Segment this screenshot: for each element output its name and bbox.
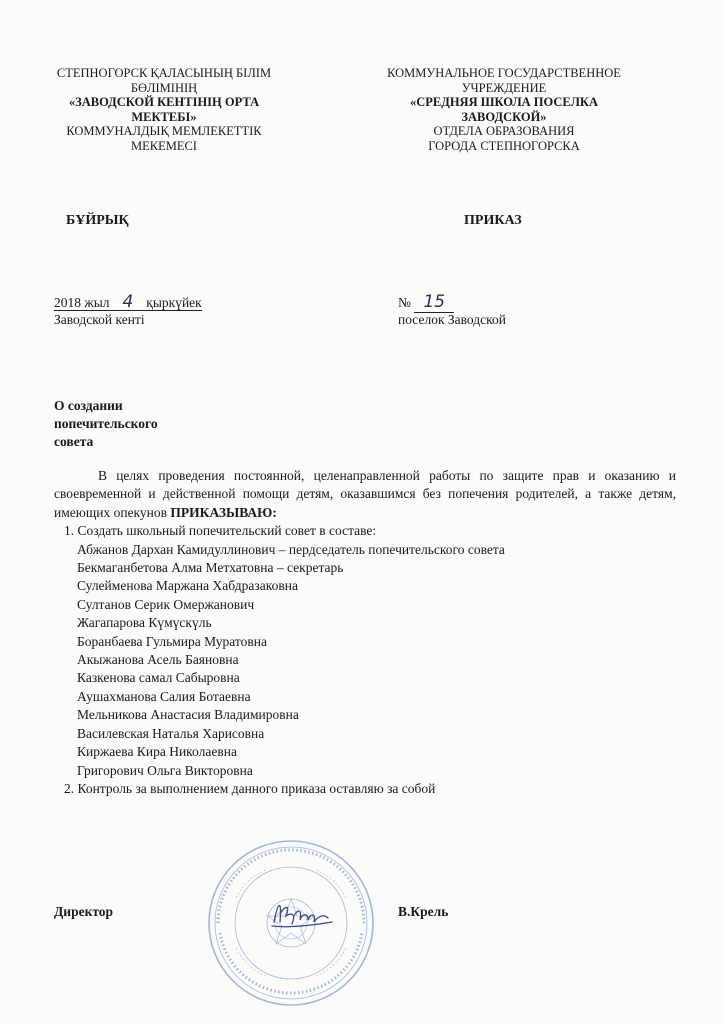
header-ru-school-name: «СРЕДНЯЯ ШКОЛА ПОСЕЛКА bbox=[409, 95, 598, 109]
header-kz-line: СТЕПНОГОРСК ҚАЛАСЫНЫҢ БІЛІМ bbox=[56, 66, 272, 80]
header-ru-school-name: ЗАВОДСКОЙ» bbox=[461, 109, 547, 124]
header-kz-line: БӨЛІМІНІҢ bbox=[130, 80, 198, 95]
list-item: Григорович Ольга Викторовна bbox=[77, 762, 253, 778]
intro-text: В целях проведения постоянной, целенаправленной работы по защите прав и оказанию и своевременной и действенной помощи детям, оказавшимся без попечения родителей, а также детям, имеющих опекунов bbox=[54, 468, 676, 520]
list-item: Жагапарова Күмүскүль bbox=[77, 615, 212, 631]
header-ru bbox=[370, 66, 638, 153]
list-item: Аушахманова Салия Ботаевна bbox=[77, 688, 251, 704]
place-kz: Заводской кенті bbox=[54, 312, 145, 327]
list-item: Боранбаева Гульмира Муратовна bbox=[77, 633, 267, 649]
header-kz bbox=[14, 66, 314, 153]
list-item: Сулейменова Маржана Хабдразаковна bbox=[77, 578, 298, 594]
date-line bbox=[54, 292, 202, 312]
list-item: Казкенова самал Сабыровна bbox=[77, 670, 240, 686]
intro-paragraph bbox=[54, 467, 676, 522]
order-body bbox=[54, 467, 676, 798]
signatory-role: Директор bbox=[54, 904, 114, 919]
order-number-line bbox=[398, 292, 454, 313]
list-item: Мельникова Анастасия Владимировна bbox=[77, 707, 299, 723]
council-members-list bbox=[54, 541, 676, 780]
subject-line: О создании bbox=[54, 398, 123, 413]
header-kz-school-name: МЕКТЕБІ» bbox=[131, 109, 197, 124]
order-subject bbox=[54, 397, 158, 451]
order-item-2: 2. Контроль за выполнением данного приказа оставляю за собой bbox=[64, 780, 436, 796]
header-ru-line: ОТДЕЛА ОБРАЗОВАНИЯ bbox=[433, 124, 575, 138]
header-ru-line: УЧРЕЖДЕНИЕ bbox=[461, 80, 547, 95]
header-ru-line: ГОРОДА СТЕПНОГОРСКА bbox=[428, 138, 580, 153]
place-ru: поселок Заводской bbox=[398, 312, 506, 327]
order-item-1: 1. Создать школьный попечительский совет в составе: bbox=[64, 523, 377, 539]
list-item: Василевская Наталья Харисовна bbox=[77, 725, 265, 741]
list-item: Акыжанова Асель Баяновна bbox=[77, 652, 239, 668]
order-number-handwritten: 15 bbox=[414, 292, 454, 313]
header-kz-school-name: «ЗАВОДСКОЙ КЕНТІНІҢ ОРТА bbox=[68, 95, 260, 109]
list-item: Абжанов Дархан Камидуллинович – пердседатель попечительского совета bbox=[77, 541, 505, 557]
number-sign: № bbox=[398, 295, 411, 310]
order-word: ПРИКАЗЫВАЮ: bbox=[170, 504, 277, 520]
date-year: 2018 жыл bbox=[54, 295, 110, 310]
header-kz-line: КОММУНАЛДЫҚ МЕМЛЕКЕТТІК bbox=[66, 124, 262, 138]
signatory-name: В.Крель bbox=[398, 904, 449, 919]
subject-line: совета bbox=[54, 434, 94, 449]
title-kz: БҰЙРЫҚ bbox=[66, 213, 129, 228]
list-item: Бекмаганбетова Алма Метхатовна – секретарь bbox=[77, 560, 344, 576]
date-month: қыркүйек bbox=[146, 295, 202, 310]
header-kz-line: МЕКЕМЕСІ bbox=[131, 138, 197, 153]
subject-line: попечительского bbox=[54, 416, 158, 431]
list-item: Киржаева Кира Николаевна bbox=[77, 744, 237, 760]
list-item: Султанов Серик Омержанович bbox=[77, 596, 255, 612]
title-ru: ПРИКАЗ bbox=[464, 213, 522, 228]
handwritten-signature-icon bbox=[268, 892, 336, 934]
date-day-handwritten: 4 bbox=[122, 292, 134, 312]
header-ru-line: КОММУНАЛЬНОЕ ГОСУДАРСТВЕННОЕ bbox=[387, 66, 621, 80]
